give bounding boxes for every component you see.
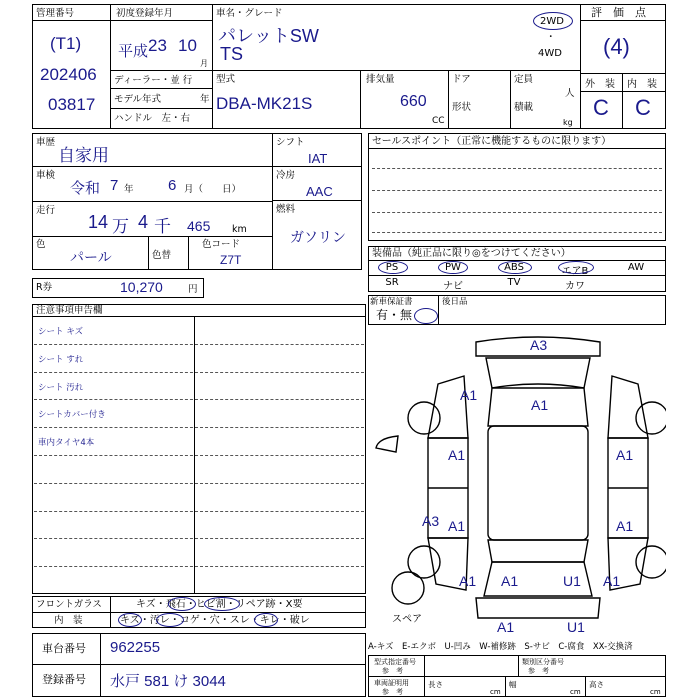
damage-right-front-door: A1 xyxy=(616,447,634,463)
notes-label: 注意事項申告欄 xyxy=(36,305,103,316)
year: 23 xyxy=(148,36,167,55)
carname-label: 車名・グレード xyxy=(216,8,283,19)
handle-label: ハンドル 左・右 xyxy=(114,113,191,124)
history-value: 自家用 xyxy=(58,146,109,165)
score: (4) xyxy=(603,34,630,59)
chassis-number: 962255 xyxy=(110,639,161,656)
equip-navi: ナビ xyxy=(443,281,463,292)
color-code: Z7T xyxy=(220,253,242,267)
circle-crack xyxy=(204,597,240,611)
ac: AAC xyxy=(306,184,333,199)
damage-left-front-fender: A1 xyxy=(460,387,478,403)
circle-dirt xyxy=(156,613,184,627)
fuel: ガソリン xyxy=(290,229,346,245)
equip-sr: SR xyxy=(385,277,399,288)
shape-label: 形状 xyxy=(452,102,472,113)
int-grade: C xyxy=(635,95,651,120)
sales-label: セールスポイント（正常に機能するものに限ります） xyxy=(372,136,612,147)
dealer-label: ディーラー・並 行 xyxy=(114,75,193,86)
note-line: シート すれ xyxy=(38,355,84,365)
shift: IAT xyxy=(308,151,328,166)
damage-rear-1: A1 xyxy=(501,573,519,589)
cap-label: 定員 xyxy=(514,74,534,85)
glass-value: キズ・飛石・ヒビ割・リペア跡・X要 xyxy=(136,599,303,610)
note-line: シート キズ xyxy=(38,327,84,337)
model-label: 型式 xyxy=(216,74,236,85)
color-value: パール xyxy=(70,249,112,265)
drive-2wd: 2WD xyxy=(540,16,564,27)
notes-frame xyxy=(32,304,366,594)
note-line: シートカバー付き xyxy=(38,410,106,420)
car-diagram xyxy=(368,328,666,640)
disp: 660 xyxy=(400,93,427,110)
damage-right-rear: A1 xyxy=(603,573,621,589)
warranty-circle xyxy=(414,308,438,324)
circle-scratch xyxy=(118,613,142,627)
damage-front-bumper: A3 xyxy=(530,337,548,353)
circle-ps xyxy=(378,261,408,274)
interior-value: キズ・汚レ・コゲ・穴・スレ・キレ・破レ xyxy=(120,615,310,626)
circle-stone xyxy=(168,597,196,611)
sales-frame xyxy=(368,133,666,241)
mileage-label: 走行 xyxy=(36,205,56,216)
equip-abs: ABS xyxy=(504,262,524,273)
damage-left-rear: A1 xyxy=(459,573,477,589)
carname: パレットSW xyxy=(218,26,319,46)
ext-grade: C xyxy=(593,95,609,120)
damage-rear-bumper-left: A1 xyxy=(497,619,515,635)
recycle-frame xyxy=(32,278,204,298)
equip-airbag: エアB xyxy=(561,266,589,277)
equip-ps: PS xyxy=(385,262,399,273)
inspect-label: 車検 xyxy=(36,170,56,181)
recycle-value: 10,270 xyxy=(120,279,163,295)
int-label: 内 装 xyxy=(627,79,657,90)
model-year-label: モデル年式 xyxy=(114,94,162,105)
note-line: 車内タイヤ4本 xyxy=(38,438,95,448)
damage-right-rear-door: A1 xyxy=(616,518,634,534)
mgmt-no1: 202406 xyxy=(40,65,97,84)
era: 平成 xyxy=(118,43,149,60)
drive-4wd: 4WD xyxy=(538,48,562,59)
circle-abs xyxy=(498,261,532,274)
circle-rub xyxy=(254,613,278,627)
equip-pw: PW xyxy=(445,262,461,273)
mgmt-no2: 03817 xyxy=(48,95,96,114)
circle-airbag xyxy=(558,261,594,274)
equip-aw: AW xyxy=(627,262,645,273)
first-reg-label: 初度登録年月 xyxy=(116,8,174,19)
damage-left-front-door: A1 xyxy=(448,447,466,463)
mgmt-label: 管理番号 xyxy=(36,8,75,19)
circle-pw xyxy=(438,261,468,274)
damage-left-rear-door: A1 xyxy=(448,518,466,534)
warranty-value: 有・無 xyxy=(376,308,413,322)
history-label: 車歴 xyxy=(36,137,56,148)
damage-rear-bumper: U1 xyxy=(567,619,585,635)
damage-hood: A1 xyxy=(531,397,549,413)
legend: A-キズ E-エクボ U-凹み W-補修跡 S-サビ C-腐食 XX-交換済 xyxy=(368,642,633,652)
score-label: 評 価 点 xyxy=(591,6,646,19)
grade: TS xyxy=(220,44,244,64)
load-label: 積載 xyxy=(514,102,534,113)
registration-number: 水戸 581 け 3044 xyxy=(110,673,226,690)
color-label: 色 xyxy=(36,239,46,250)
equip-leather: カワ xyxy=(565,281,585,292)
month: 10 xyxy=(178,36,197,55)
disp-label: 排気量 xyxy=(366,74,395,85)
door-label: ドア xyxy=(452,74,471,85)
mgmt-code: (T1) xyxy=(50,34,82,53)
spare-label: スペア xyxy=(392,614,422,625)
damage-left-sill: A3 xyxy=(422,513,440,529)
equip-tv: TV xyxy=(507,277,521,288)
ext-label: 外 装 xyxy=(585,79,615,90)
note-line: シート 汚れ xyxy=(38,383,84,393)
model: DBA-MK21S xyxy=(216,94,313,113)
damage-rear-2: U1 xyxy=(563,573,581,589)
